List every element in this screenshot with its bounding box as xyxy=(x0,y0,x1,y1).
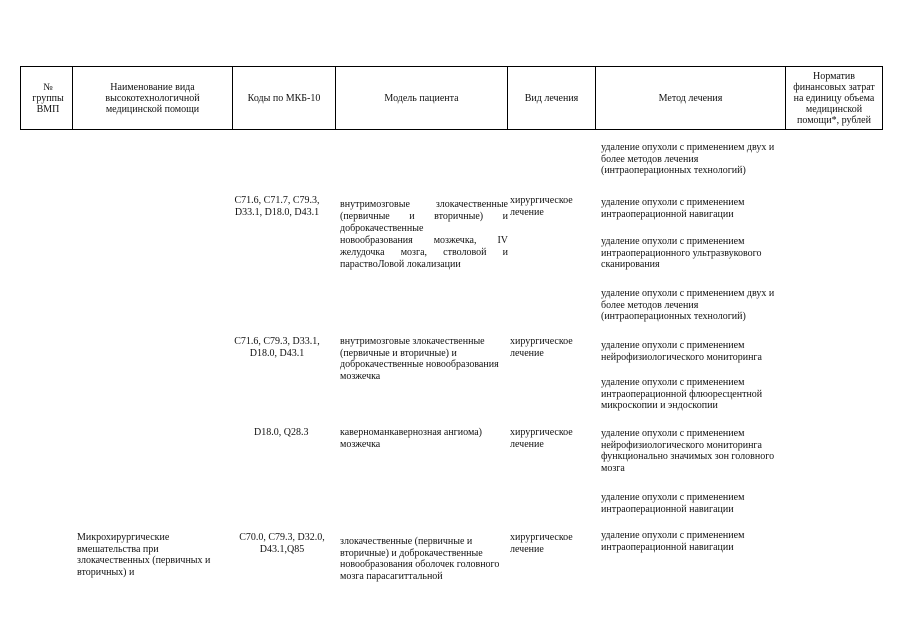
header-cost-norm: Норматив финансовых затрат на единицу объема медицинской помощи*, рублей xyxy=(793,70,875,126)
icd-codes-cell: C71.6, C71.7, C79.3, D33.1, D18.0, D43.1 xyxy=(234,195,320,218)
treatment-type-cell: хирургическое лечение xyxy=(510,532,573,555)
method-text: удаление опухоли с применением интраоперационной навигации xyxy=(601,530,745,553)
header-vmp-name: Наименование вида высокотехнологичной медицинской помощи xyxy=(105,81,200,115)
patient-model-line: новообразования мозжечка, IV xyxy=(340,235,508,246)
patient-model-line: доброкачественные xyxy=(340,223,424,234)
method-text: удаление опухоли с применением нейрофизиологического мониторинга xyxy=(601,340,762,363)
header-treatment-method: Метод лечения xyxy=(658,92,723,104)
vmp-name-cell: Микрохирургические вмешательства при злокачественных (первичных и вторичных) и xyxy=(77,532,211,578)
patient-model-line: внутримозговые злокачественные xyxy=(340,199,508,210)
patient-model-line: (первичные и вторичные) и xyxy=(340,211,508,222)
treatment-type-cell: хирургическое лечение xyxy=(510,195,573,218)
header-treatment-type: Вид лечения xyxy=(524,92,579,104)
method-text: удаление опухоли с применением интраоперационной флюоресцентной микроскопии и эндоскопии xyxy=(601,377,763,412)
icd-codes-cell: D18.0, Q28.3 xyxy=(254,427,309,438)
header-patient-model: Модель пациента xyxy=(384,92,459,104)
patient-model-line: желудочка мозга, стволовой и xyxy=(340,247,508,258)
method-text: удаление опухоли с применением нейрофизиологического мониторинга функционально значимых зон головного мозга xyxy=(601,428,775,474)
treatment-type-cell: хирургическое лечение xyxy=(510,336,573,359)
header-border-right xyxy=(882,66,883,130)
header-group-number: № группы ВМП xyxy=(32,81,64,115)
header-icd-codes: Коды по МКБ-10 xyxy=(247,92,321,104)
patient-model-cell: каверноманкавернозная ангиома) мозжечка xyxy=(340,427,482,450)
header-border-left xyxy=(20,66,21,130)
icd-codes-cell: C71.6, C79.3, D33.1, D18.0, D43.1 xyxy=(234,336,320,359)
method-text: удаление опухоли с применением интраоперационной навигации xyxy=(601,492,745,515)
method-text: удаление опухоли с применением интраоперационной навигации xyxy=(601,197,745,220)
method-text: удаление опухоли с применением двух и более методов лечения (интраоперационных технологий) xyxy=(601,288,775,323)
method-text: удаление опухоли с применением интраоперационного ультразвукового сканирования xyxy=(601,236,762,271)
method-text: удаление опухоли с применением двух и более методов лечения (интраоперационных технологий) xyxy=(601,142,775,177)
icd-codes-cell: C70.0, C79.3, D32.0, D43.1,Q85 xyxy=(239,532,325,555)
table-header xyxy=(20,66,882,130)
patient-model-cell: внутримозговые злокачественные (первичные и вторичные) и доброкачественные новообразования мозжечка xyxy=(340,336,499,382)
patient-model-line: параствоЛовой локализации xyxy=(340,259,461,270)
patient-model-cell: злокачественные (первичные и вторичные) и доброкачественные новообразования оболочек головного мозга парасагиттальной xyxy=(340,536,500,582)
treatment-type-cell: хирургическое лечение xyxy=(510,427,573,450)
